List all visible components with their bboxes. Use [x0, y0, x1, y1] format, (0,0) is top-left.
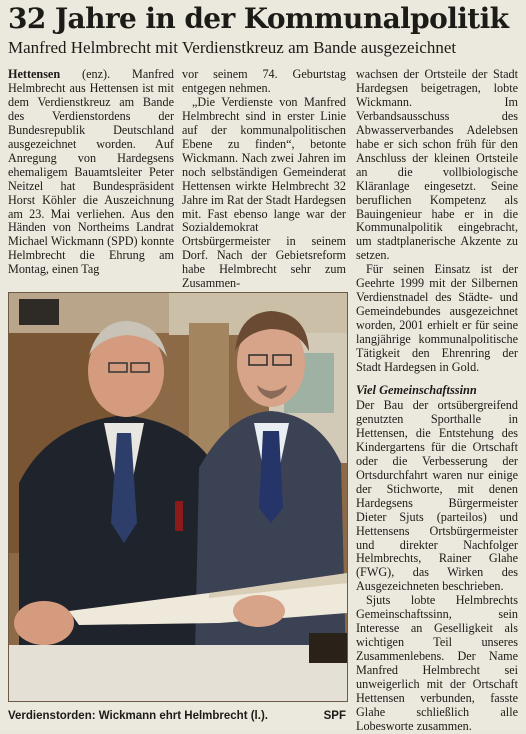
- article-column-1: [8, 68, 174, 277]
- photo-caption: [8, 708, 346, 724]
- article-paragraph: Für seinen Einsatz ist der Geehrte 1999 mit der Silbernen Verdienstnadel des Städte- und Gemeindebundes ausgezeichnet worden, 2001 erhielt er für seine langjährige kommunalpolitische Tätigkeit den Ehrenring der Stadt Hardegsen in Gold.: [356, 262, 518, 375]
- article-paragraph: Sjuts lobte Helmbrechts Gemeinschaftssinn, sein Interesse an Geselligkeit als wichtigen Teil unseres Zusammenlebens. Der Name Manfred Helmbrecht sei unweigerlich mit der Ortschaft Hettensen verbunden, fasste Glahe schließlich alle Lobesworte zusammen.: [356, 593, 518, 733]
- article-paragraph: [8, 68, 174, 277]
- article-column-2: [182, 68, 346, 291]
- dateline: Hettensen: [8, 67, 61, 81]
- caption-text: Verdienstorden: Wickmann ehrt Helmbrecht (l.).: [8, 710, 268, 722]
- news-photo: [8, 292, 348, 702]
- photo-illustration: [9, 293, 347, 701]
- headline: 32 Jahre in der Kommunalpolitik: [8, 2, 509, 35]
- article-paragraph: vor seinem 74. Geburtstag entgegen nehmen.: [182, 67, 346, 95]
- column-1-text: (enz). Manfred Helmbrecht aus Hettensen ist mit dem Verdienstkreuz am Bande des Verdienstordens der Bundesrepublik Deutschland ausgezeichnet worden. Auf Anregung von Hardegsens ehemaligem Bauamtsleiter Peter Neitzel hat Bundespräsident Horst Köhler die Auszeichnung am 23. Mai verliehen. Aus den Händen von Northeims Landrat Michael Wickmann (SPD) konnte Helmbrecht die Ehrung am Montag, einen Tag: [8, 67, 174, 277]
- article-column-3: [356, 68, 518, 734]
- article-paragraph: wachsen der Ortsteile der Stadt Hardegsen beigetragen, lobte Wickmann. Im Verbandsausschuss des Abwasserverbandes Adelebsen habe er sich schon früh für den Anschluss der kleinen Ortsteile an die vollbiologische Kläranlage eingesetzt. Seine beruflichen Kompetenz als Bauingenieur habe er in die Kommunalpolitik eingebracht, um stadtplanerische Akzente zu setzen.: [356, 67, 518, 263]
- photo-credit: SPF: [323, 710, 346, 722]
- article-paragraph: „Die Verdienste von Manfred Helmbrecht sind in erster Linie auf der kommunalpolitischen Ebene zu finden“, betonte Wickmann. Nach zwei Jahren im noch selbständigen Gemeinderat Hettensen wirkte Helmbrecht 32 Jahre im Rat der Stadt Hardegsen mit. Fast ebenso lange war der Sozialdemokrat Ortsbürgermeister in seinem Dorf. Nach der Gebietsreform habe Helmbrecht sehr zum Zusammen-: [182, 94, 346, 291]
- article-paragraph: Der Bau der ortsübergreifend genutzten Sporthalle in Hettensen, die Entstehung des Kindergartens für die Ortschaft oder die Verbesserung der Ortsdurchfahrt waren nur einige der Stichworte, mit denen Hardegsens Bürgermeister Dieter Sjuts (parteilos) und Hettensens Ortsbürgermeister und direkter Nachfolger Helmbrechts, Rainer Glahe (FWG), das Wirken des Ausgezeichneten beschrieben.: [356, 397, 518, 594]
- section-heading: Viel Gemeinschaftssinn: [356, 382, 477, 397]
- subheadline: Manfred Helmbrecht mit Verdienstkreuz am Bande ausgezeichnet: [8, 38, 457, 57]
